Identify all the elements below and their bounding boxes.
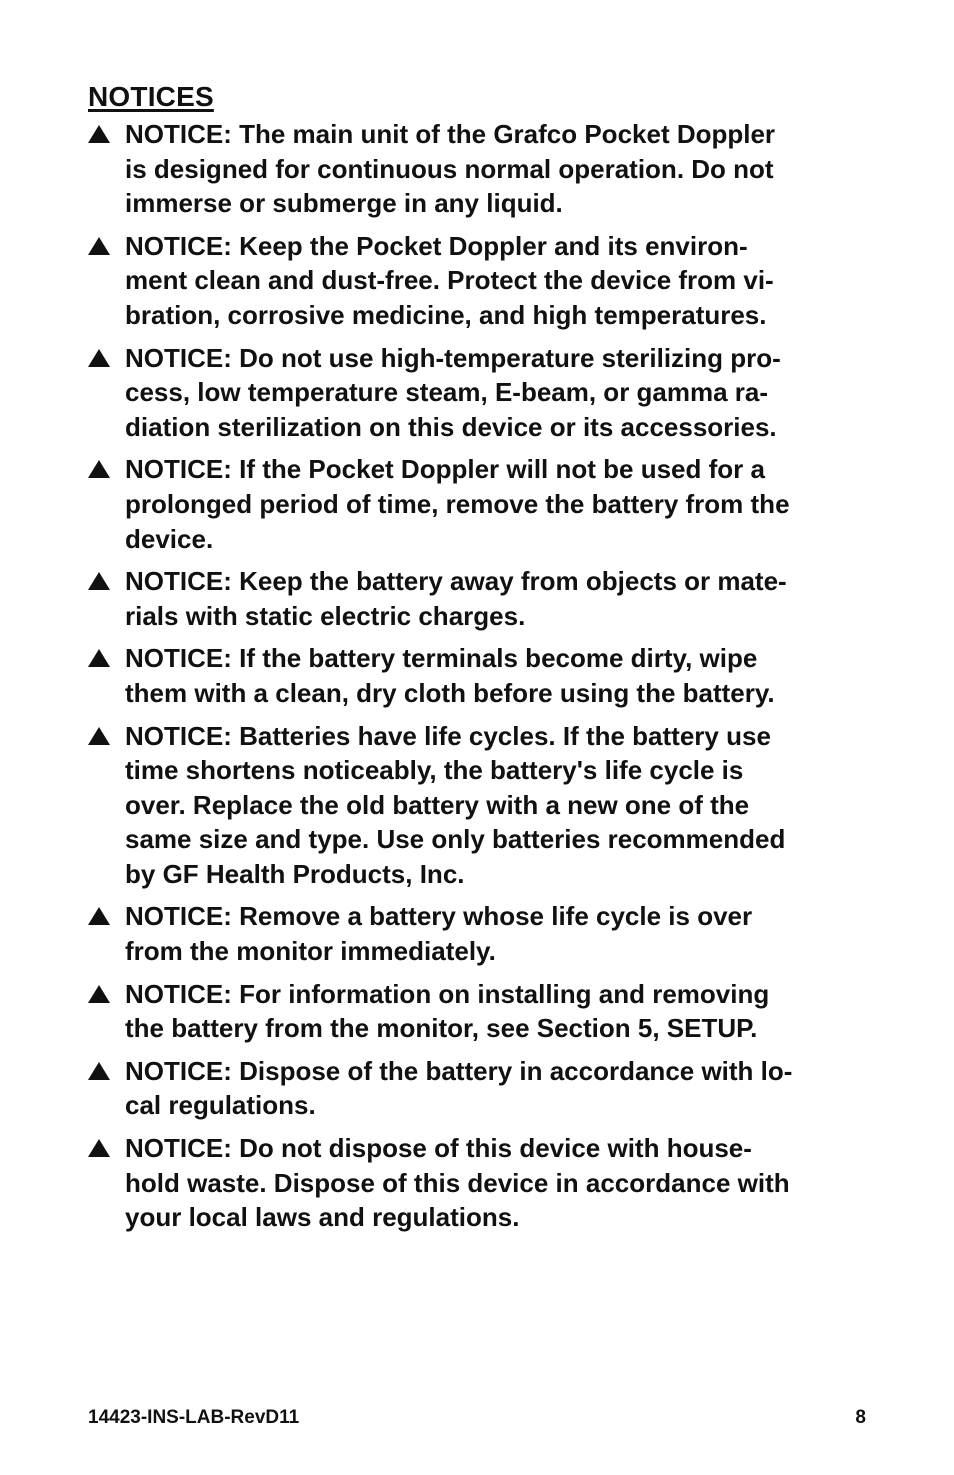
notice-text-line: NOTICE: Do not use high-temperature sterilizing pro- — [125, 342, 781, 373]
warning-triangle-icon — [88, 349, 110, 367]
notice-item — [88, 1131, 873, 1235]
warning-triangle-icon — [88, 237, 110, 255]
notice-text-line: bration, corrosive medicine, and high temperatures. — [125, 299, 767, 330]
notice-item — [88, 229, 873, 333]
warning-triangle-icon — [88, 460, 110, 478]
notice-item — [88, 977, 873, 1046]
notice-text-line: ment clean and dust-free. Protect the device from vi- — [125, 265, 774, 296]
notice-item — [88, 899, 873, 968]
notice-text-line: cess, low temperature steam, E-beam, or gamma ra- — [125, 377, 769, 408]
warning-triangle-icon — [88, 727, 110, 745]
notice-text-line: your local laws and regulations. — [125, 1202, 520, 1233]
notice-text-line: hold waste. Dispose of this device in accordance with — [125, 1167, 790, 1198]
notice-text-line: them with a clean, dry cloth before using the battery. — [125, 677, 775, 708]
notice-text-line: same size and type. Use only batteries recommended — [125, 824, 786, 855]
notice-item — [88, 117, 873, 221]
warning-triangle-icon — [88, 1062, 110, 1080]
notice-text-line: cal regulations. — [125, 1090, 316, 1121]
warning-triangle-icon — [88, 985, 110, 1003]
notice-item — [88, 719, 873, 892]
notice-text-line: immerse or submerge in any liquid. — [125, 188, 563, 219]
notice-item — [88, 641, 873, 710]
notice-item — [88, 1054, 873, 1123]
notice-item — [88, 452, 873, 556]
notice-text-line: from the monitor immediately. — [125, 936, 496, 967]
notice-text-line: by GF Health Products, Inc. — [125, 858, 465, 889]
page-heading: NOTICES — [88, 81, 214, 112]
notice-text-line: NOTICE: Do not dispose of this device with house- — [125, 1133, 752, 1164]
notice-text-line: NOTICE: The main unit of the Grafco Pocket Doppler — [125, 119, 776, 149]
notice-text-line: the battery from the monitor, see Section 5, SETUP. — [125, 1013, 758, 1044]
notice-text-line: time shortens noticeably, the battery's life cycle is — [125, 755, 744, 786]
notice-text-line: rials with static electric charges. — [125, 600, 526, 631]
notice-text-line: NOTICE: If the battery terminals become dirty, wipe — [125, 643, 758, 674]
page-number: 8 — [855, 1407, 866, 1428]
warning-triangle-icon — [88, 649, 110, 667]
notice-item — [88, 564, 873, 633]
warning-triangle-icon — [88, 1139, 110, 1157]
notice-text-line: device. — [125, 523, 214, 554]
warning-triangle-icon — [88, 125, 110, 143]
document-id: 14423-INS-LAB-RevD11 — [88, 1407, 300, 1428]
notice-text-line: NOTICE: For information on installing and removing — [125, 978, 770, 1009]
notice-text-line: NOTICE: Batteries have life cycles. If the battery use — [125, 720, 771, 751]
notice-text-line: is designed for continuous normal operation. Do not — [125, 153, 774, 184]
notice-text-line: prolonged period of time, remove the battery from the — [125, 488, 790, 519]
warning-triangle-icon — [88, 572, 110, 590]
notice-text-line: NOTICE: Keep the battery away from objects or mate- — [125, 566, 787, 597]
notice-text-line: diation sterilization on this device or its accessories. — [125, 411, 777, 442]
warning-triangle-icon — [88, 907, 110, 925]
notice-text-line: NOTICE: Keep the Pocket Doppler and its environ- — [125, 230, 748, 261]
notice-item — [88, 341, 873, 445]
notice-text-line: NOTICE: Dispose of the battery in accordance with lo- — [125, 1055, 793, 1086]
notice-text-line: NOTICE: Remove a battery whose life cycle is over — [125, 901, 753, 932]
notice-text-line: over. Replace the old battery with a new one of the — [125, 789, 750, 820]
notice-list — [88, 117, 873, 1243]
notice-text-line: NOTICE: If the Pocket Doppler will not be used for a — [125, 454, 765, 485]
